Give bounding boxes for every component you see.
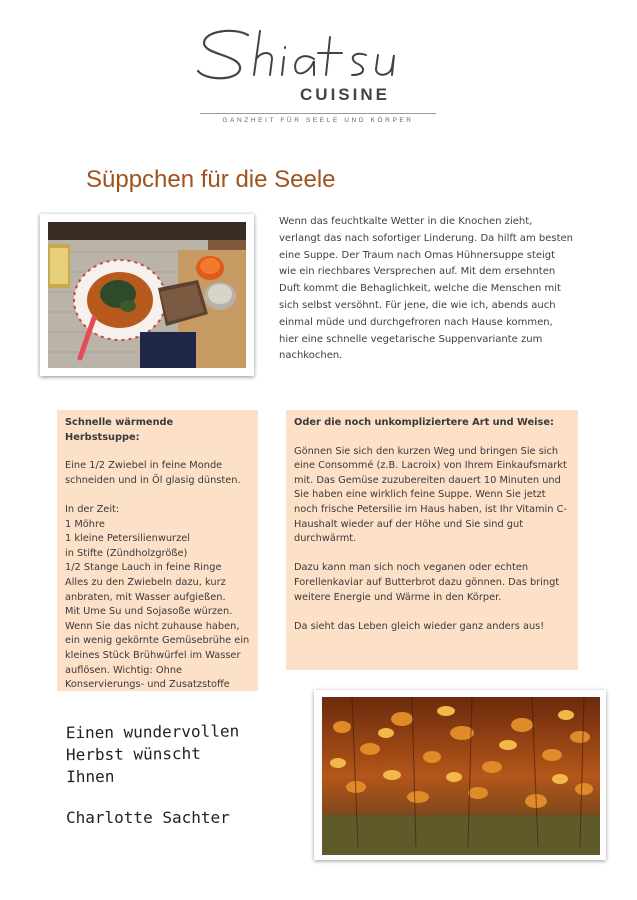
recipe-box: [57, 410, 258, 691]
soup-photo: [40, 214, 254, 376]
alternative-paragraph: Dazu kann man sich noch veganen oder echten Forellenkaviar auf Butterbrot dazu gönnen. Das bringt weitere Energie und Wärme in den Körper.: [294, 562, 560, 603]
logo-divider: [200, 113, 436, 114]
autumn-photo: [314, 690, 606, 860]
closing-line: Ihnen: [66, 766, 115, 787]
closing-line: Einen wundervollen: [65, 721, 240, 743]
signature: Charlotte Sachter: [66, 808, 230, 827]
recipe-line: Mit Ume Su und Sojasoße würzen.: [65, 606, 233, 618]
logo-cuisine-text: CUISINE: [300, 85, 390, 104]
closing-greeting: [66, 720, 307, 789]
alternative-paragraph: Da sieht das Leben gleich wieder ganz anders aus!: [294, 620, 545, 632]
logo-tagline: GANZHEIT FÜR SEELE UND KÖRPER: [222, 117, 414, 124]
recipe-line: in Stifte (Zündholzgröße): [65, 547, 188, 559]
recipe-line: In der Zeit:: [65, 503, 120, 515]
recipe-ingredients: [65, 503, 250, 693]
recipe-heading: Schnelle wärmende Herbstsuppe:: [65, 417, 174, 443]
soup-bowl-image: [48, 222, 246, 368]
alternative-heading: Oder die noch unkompliziertere Art und Weise:: [294, 417, 554, 428]
recipe-line: 1 kleine Petersilienwurzel: [65, 533, 190, 545]
closing-line: Herbst wünscht: [65, 743, 201, 765]
recipe-line: 1 Möhre: [65, 518, 105, 530]
shiatsu-script-logo: [190, 25, 450, 87]
recipe-line: Alles zu den Zwiebeln dazu, kurz anbraten, mit Wasser aufgießen.: [65, 576, 226, 603]
recipe-line: Wenn Sie das nicht zuhause haben, ein wenig gekörnte Gemüsebrühe ein kleines Stück Brühwürfel im Wasser auflösen. Wichtig: Ohne Konservierungs- und Zusatzstoffe: [65, 620, 250, 691]
intro-text: Wenn das feuchtkalte Wetter in die Knochen zieht, verlangt das nach sofortiger Linderung. Da hilft am besten eine Suppe. Der Traum nach Omas Hühnersuppe steigt wie ein riechbares Versprechen auf. Mit dem ersehnten Duft kommt die Behaglichkeit, welche die Menschen mit sich selbst versöhnt. Für jene, die wie ich, abends auch einmal müde und durchgefroren nach Hause kommen, hier eine schnelle vegetarische Suppenvariante zum nachkochen.: [279, 216, 573, 362]
alternative-box: [286, 410, 578, 670]
page-title: Süppchen für die Seele: [86, 166, 336, 193]
alternative-paragraph: Gönnen Sie sich den kurzen Weg und bringen Sie sich eine Consommé (z.B. Lacroix) von Ihrem Einkaufsmarkt mit. Das Gemüse zuzubereiten dauert 10 Minuten und Sie haben eine wirklich feine Suppe. Wenn Sie jetzt noch frische Petersilie im Haus haben, ist Ihr Vitamin C-Haushalt wieder auf der Höhe und Sie sind gut durchwärmt.: [294, 445, 567, 545]
logo: [190, 25, 450, 135]
autumn-leaves-image: [322, 697, 600, 855]
recipe-line: 1/2 Stange Lauch in feine Ringe: [65, 562, 222, 574]
recipe-step-onion: Eine 1/2 Zwiebel in feine Monde schneiden und in Öl glasig dünsten.: [65, 460, 241, 486]
